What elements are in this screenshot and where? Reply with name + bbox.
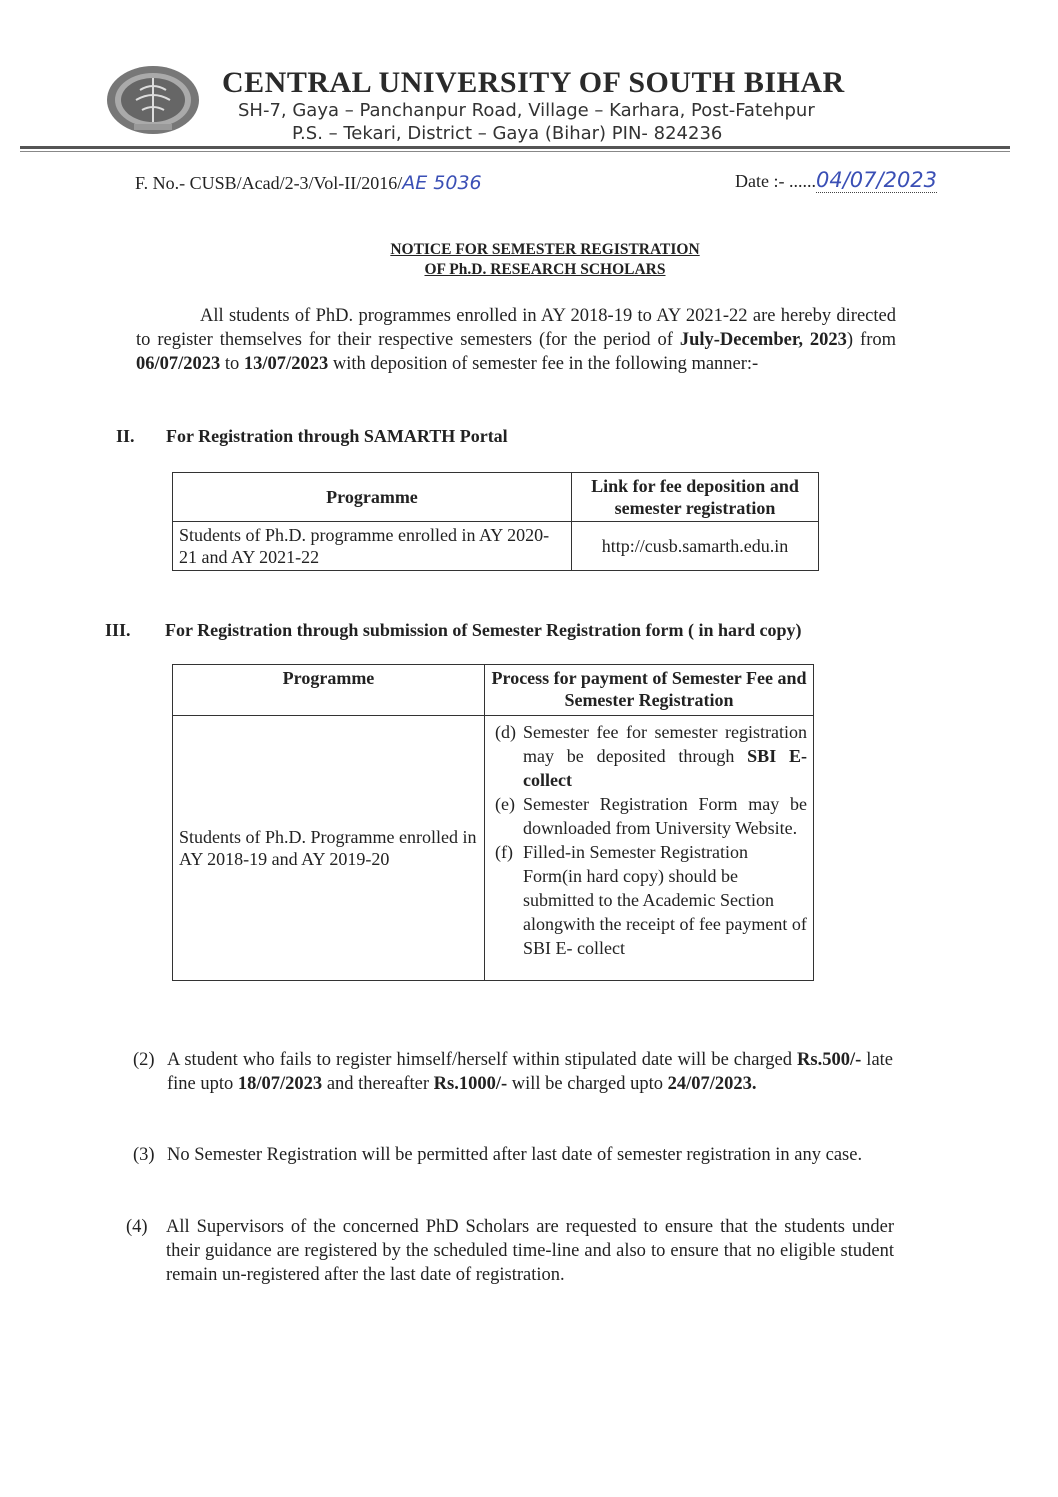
university-seal-logo bbox=[104, 64, 202, 136]
process-item-d: (d) Semester fee for semester registration may be deposited through SBI E-collect bbox=[495, 722, 807, 790]
section-3-heading: III. For Registration through submission of Semester Registration form ( in hard copy) bbox=[105, 620, 802, 640]
hardcopy-registration-table bbox=[172, 664, 814, 981]
registration-start-date: 06/07/2023 bbox=[136, 354, 221, 374]
notice-title bbox=[250, 240, 840, 280]
table1-header-link: Link for fee deposition and semester registration bbox=[572, 473, 819, 522]
header-rule bbox=[20, 146, 1010, 149]
registration-period: July-December, 2023 bbox=[679, 330, 847, 350]
table1-header-programme: Programme bbox=[173, 473, 572, 522]
table2-programme-cell: Students of Ph.D. Programme enrolled in AY 2018-19 and AY 2019-20 bbox=[173, 716, 485, 981]
notice-title-line-2: OF Ph.D. RESEARCH SCHOLARS bbox=[424, 261, 666, 278]
point-4-supervisors: (4) All Supervisors of the concerned PhD Scholars are requested to ensure that the students under their guidance are registered by the scheduled time-line and also to ensure that no eligible student remain un-registered after the last date of registration. bbox=[126, 1217, 894, 1285]
process-item-e: (e) Semester Registration Form may be downloaded from University Website. bbox=[495, 794, 807, 838]
address-line-2: P.S. – Tekari, District – Gaya (Bihar) PIN- 824236 bbox=[292, 123, 723, 144]
table2-process-cell bbox=[485, 716, 814, 981]
date-handwritten: 04/07/2023 bbox=[815, 168, 938, 192]
point-2-late-fine: (2) A student who fails to register himself/herself within stipulated date will be charged Rs.500/- late fine upto 18/07/2023 and thereafter Rs.1000/- will be charged upto 24/07/2023. bbox=[133, 1050, 894, 1094]
table2-header-programme: Programme bbox=[173, 665, 485, 716]
process-item-f: (f) Filled-in Semester Registration Form(in hard copy) should be submitted to the Academic Section alongwith the receipt of fee payment of SBI E- collect bbox=[495, 842, 807, 958]
notice-title-line-1: NOTICE FOR SEMESTER REGISTRATION bbox=[390, 241, 700, 258]
samarth-registration-table bbox=[172, 472, 819, 571]
file-number-handwritten: AE 5036 bbox=[402, 172, 482, 194]
date-label: Date :- bbox=[735, 171, 789, 191]
file-number-prefix: F. No.- CUSB/Acad/2-3/Vol-II/2016/ bbox=[135, 173, 403, 193]
registration-end-date: 13/07/2023 bbox=[243, 354, 329, 374]
intro-paragraph: All students of PhD. programmes enrolled in AY 2018-19 to AY 2021-22 are hereby directed to register themselves for their respective semesters (for the period of July-December, 2023) from 06/07/2023 to 13/07/2023 with deposition of semester fee in the following manner:- bbox=[136, 306, 896, 374]
notice-date: Date :- ......04/07/2023 bbox=[735, 168, 938, 192]
address-line-1: SH-7, Gaya – Panchanpur Road, Village – Karhara, Post-Fatehpur bbox=[238, 100, 815, 121]
samarth-portal-link: http://cusb.samarth.edu.in bbox=[572, 522, 819, 571]
table2-header-process: Process for payment of Semester Fee and Semester Registration bbox=[485, 665, 814, 716]
file-number bbox=[135, 172, 482, 194]
section-2-heading: II. For Registration through SAMARTH Portal bbox=[116, 426, 508, 446]
university-name: CENTRAL UNIVERSITY OF SOUTH BIHAR bbox=[222, 66, 845, 99]
table1-programme-cell: Students of Ph.D. programme enrolled in AY 2020-21 and AY 2021-22 bbox=[173, 522, 572, 571]
header-rule-thin bbox=[20, 151, 1010, 152]
point-3-no-late-registration: (3) No Semester Registration will be permitted after last date of semester registration in any case. bbox=[133, 1145, 863, 1165]
